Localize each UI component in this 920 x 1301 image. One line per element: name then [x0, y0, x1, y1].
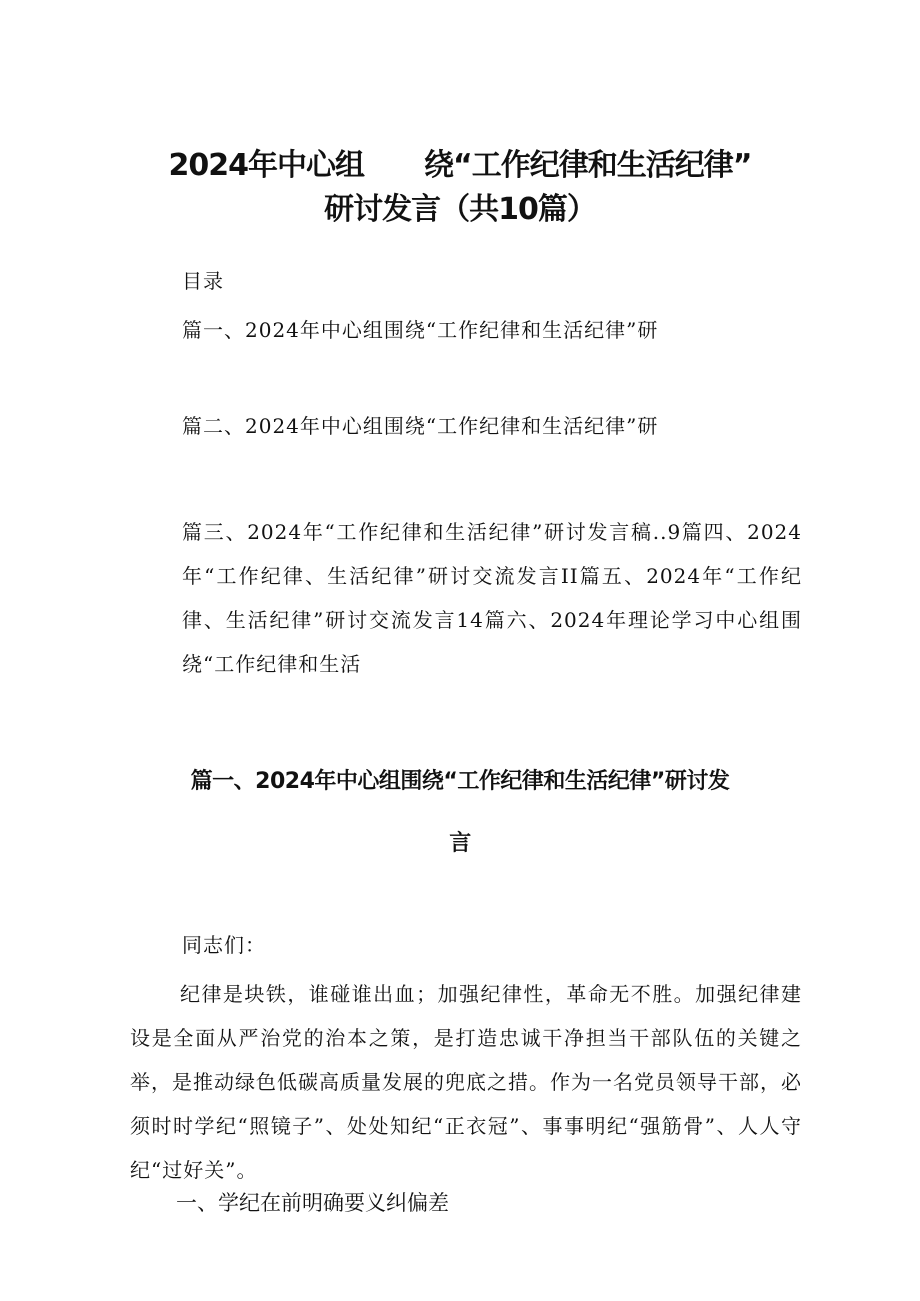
document-title-line-1: [0, 146, 920, 186]
toc-item-2: 篇二、2024年中心组围绕“工作纪律和生活纪律”研: [182, 414, 659, 438]
body-paragraph-1: 纪律是块铁，谁碰谁出血；加强纪律性，革命无不胜。加强纪律建设是全面从严治党的治本之策，是打造忠诚干净担当干部队伍的关键之举，是推动绿色低碳高质量发展的兜底之措。作为一名党员领导干部，必须时时学纪“照镜子”、处处知纪“正衣冠”、事事明纪“强筋骨”、人人守纪“过好关”。: [130, 982, 802, 1182]
toc-item-1: 篇一、2024年中心组围绕“工作纪律和生活纪律”研: [182, 318, 659, 342]
title-part-2: 绕“工作纪律和生活纪律”: [424, 148, 752, 183]
document-title-line-2: 研讨发言（共10篇）: [324, 192, 596, 227]
section-1-title-continued: 言: [449, 831, 471, 856]
title-part-1: 2024年中心组: [168, 148, 365, 183]
greeting: 同志们：: [182, 933, 266, 957]
section-1-title: 篇一、2024年中心组围绕“工作纪律和生活纪律”研讨发: [190, 769, 730, 794]
toc-label: 目录: [182, 269, 224, 293]
toc-items-block: 篇三、2024年“工作纪律和生活纪律”研讨发言稿..9篇四、2024年“工作纪律、生活纪律”研讨交流发言II篇五、2024年“工作纪律、生活纪律”研讨交流发言14篇六、2024年理论学习中心组围绕“工作纪律和生活: [182, 520, 802, 676]
section-heading-1: 一、学纪在前明确要义纠偏差: [176, 1191, 449, 1215]
